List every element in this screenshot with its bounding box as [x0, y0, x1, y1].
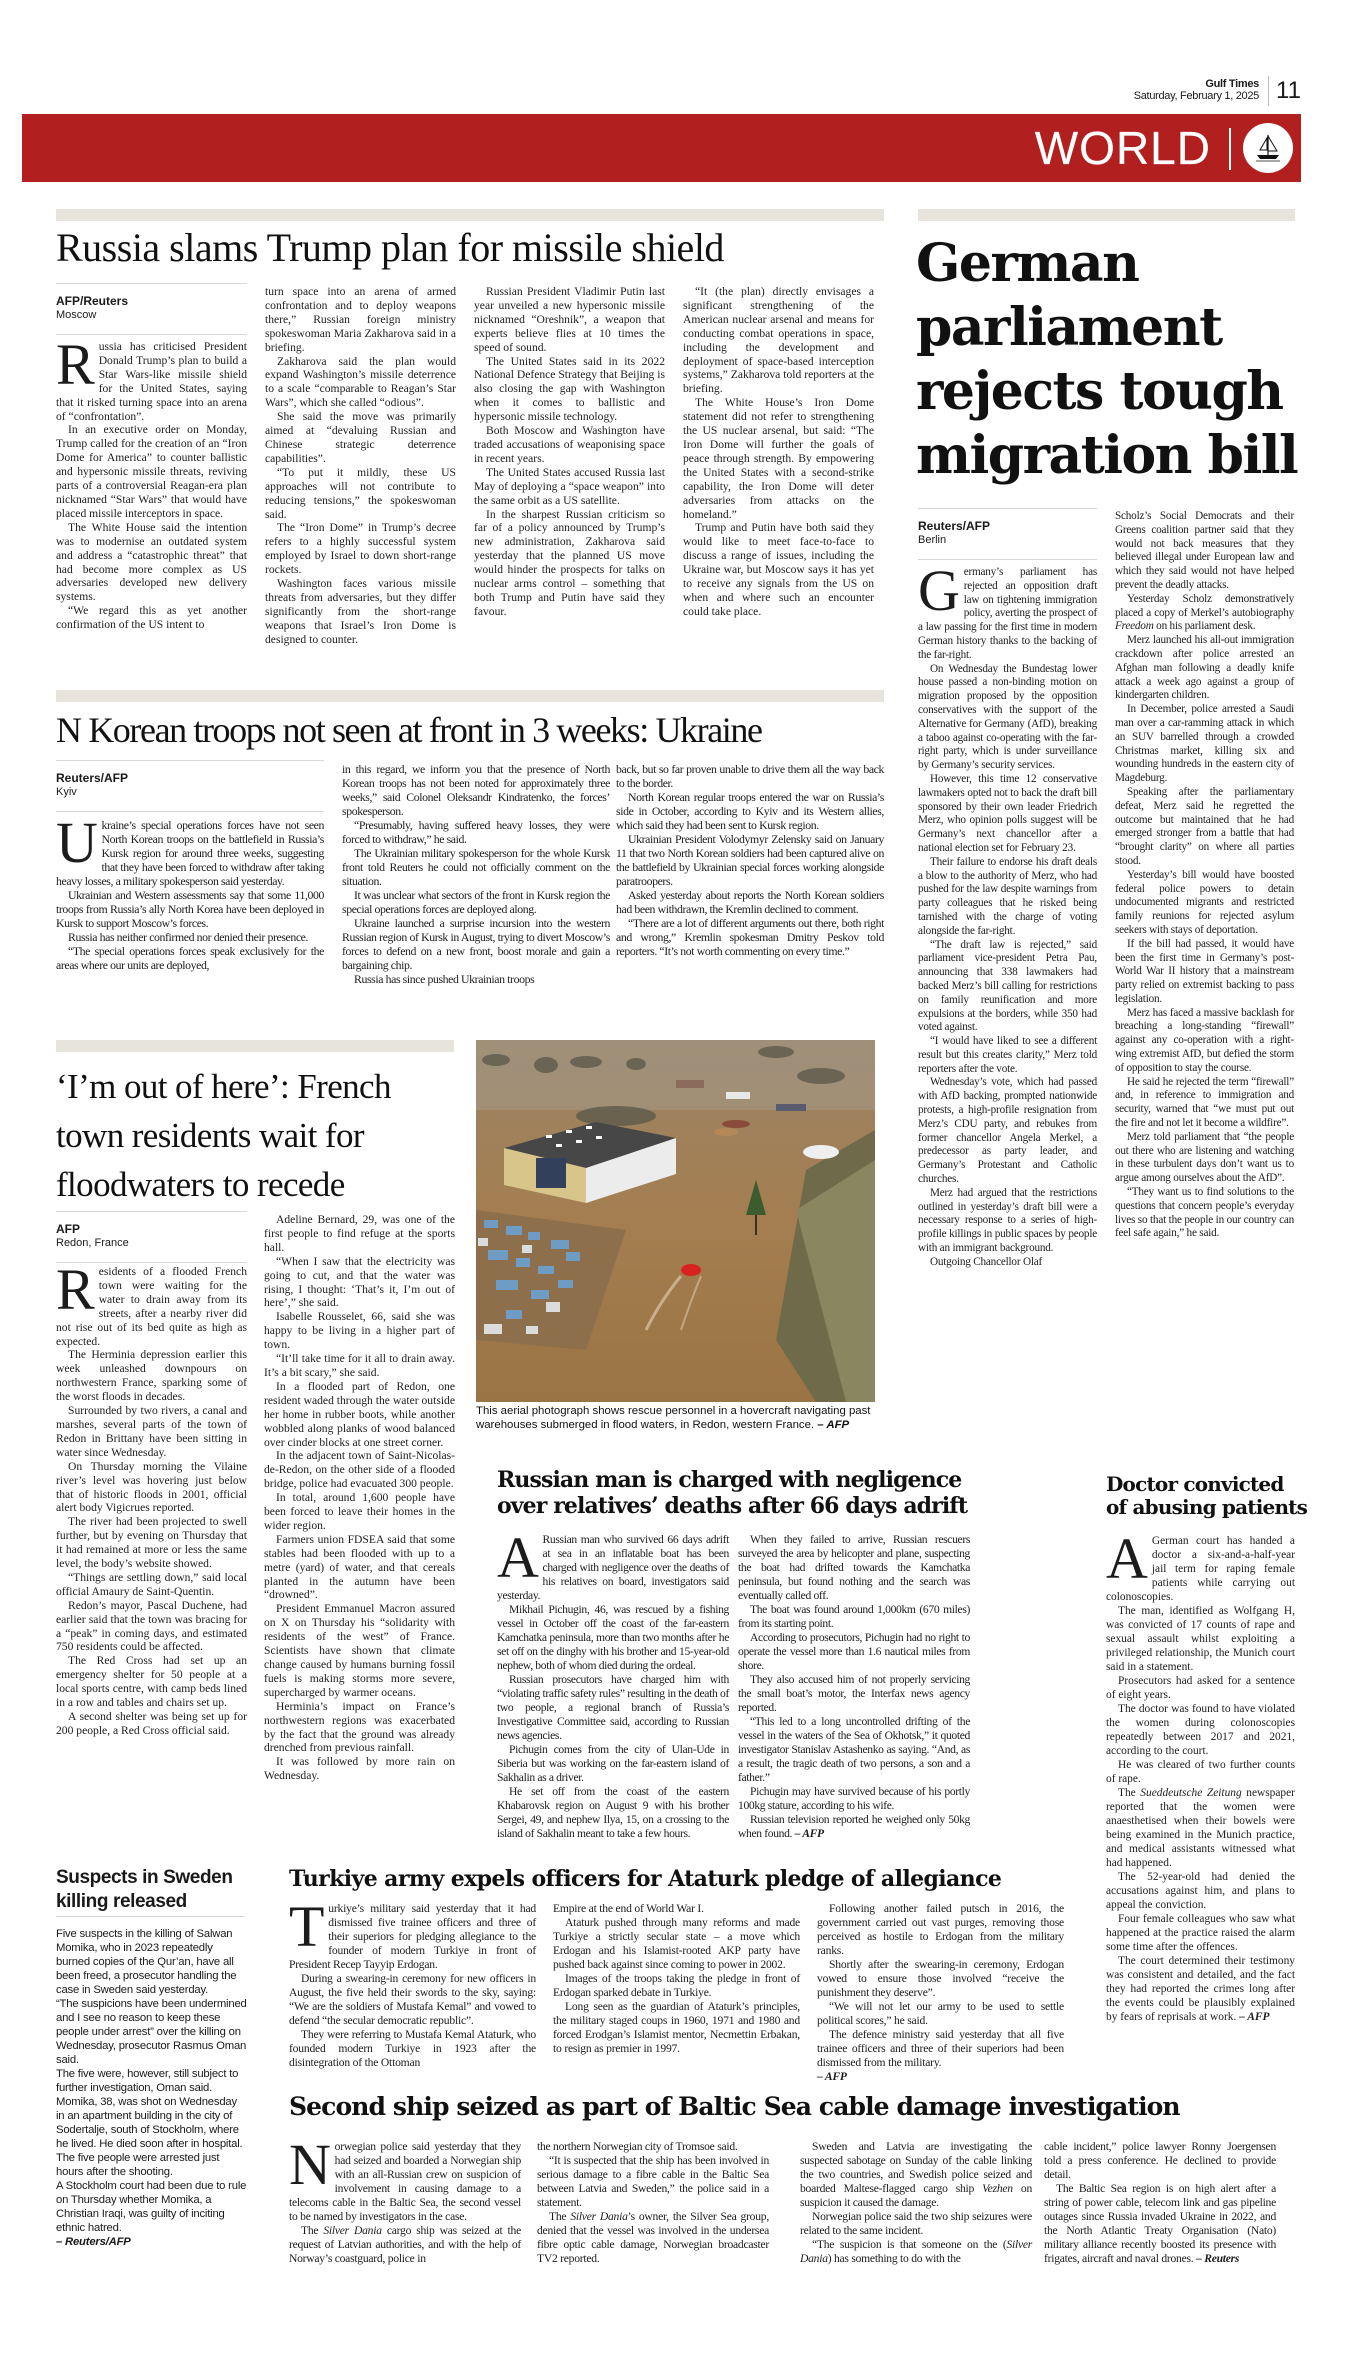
- paragraph: The Red Cross had set up an emergency shelter for 50 people at a local sports centre, with camp beds lined in a row and tables and chairs set up.: [56, 1654, 247, 1710]
- byline: [56, 1211, 247, 1263]
- paragraph: “I would have liked to see a different result but this creates clarity,” Merz told reporters after the vote.: [918, 1035, 1097, 1075]
- paragraph: “They want us to find solutions to the questions that concern people’s everyday lives so that the people in our country can feel safe again,” he said.: [1115, 1186, 1294, 1240]
- headline-line: Russian man is charged with negligence: [497, 1467, 962, 1493]
- publication-name: Gulf Times: [1205, 78, 1259, 90]
- paragraph: In an executive order on Monday, Trump called for the creation of an “Iron Dome for America” to counter ballistic and hypersonic missile threats, reviving parts of a controversial Reagan-era plan nicknamed “Star Wars” that would have placed missile interceptors in space.: [56, 423, 247, 520]
- headline-french-floods: [56, 1062, 391, 1209]
- article-column: [1044, 2140, 1276, 2266]
- paragraph: Surrounded by two rivers, a canal and marshes, several parts of the town of Redon in Brittany have been sitting in water since Wednesday.: [56, 1404, 247, 1459]
- paragraph: “Things are settling down,” said local official Amaury de Saint-Quentin.: [56, 1570, 247, 1598]
- paragraph: “Presumably, having suffered heavy losses, they were forced to withdraw,” he said.: [342, 818, 610, 846]
- paragraph: “This led to a long uncontrolled drifting of the vessel in the waters of the Sea of Okhotsk,” it quoted investigator Stanislav Astashenko as saying. “And, as a result, the tragic death of two persons, a son and a father.”: [738, 1715, 970, 1784]
- paragraph: Isabelle Rousselet, 66, said she was happy to be living in a higher part of town.: [264, 1310, 455, 1352]
- headline-turkiye-army: Turkiye army expels officers for Ataturk pledge of allegiance: [289, 1866, 1002, 1892]
- byline-agency: Reuters/AFP: [56, 771, 129, 785]
- paragraph: The United States said in its 2022 National Defence Strategy that Beijing is also closing the gap with Washington when it comes to ballistic and hypersonic missile technology.: [474, 354, 665, 424]
- paragraph: Outgoing Chancellor Olaf: [930, 1255, 1043, 1268]
- paragraph: Russian President Vladimir Putin last year unveiled a new hypersonic missile nicknamed “Oreshnik”, a weapon that experts believe flies at 10 times the speed of sound.: [474, 285, 665, 354]
- headline-line: town residents wait for: [56, 1116, 364, 1155]
- headline-russia-missile: Russia slams Trump plan for missile shield: [56, 225, 724, 270]
- byline-dateline: Moscow: [56, 309, 97, 321]
- paragraph: “We regard this as yet another confirmation of the US intent to: [56, 604, 247, 632]
- paragraph: A second shelter was being set up for 200 people, a Red Cross official said.: [56, 1710, 247, 1737]
- paragraph: He was cleared of two further counts of rape.: [1106, 1759, 1295, 1785]
- article-column: [683, 285, 874, 619]
- paragraph: North Korean regular troops entered the war on Russia’s side in October, according to Kyiv and its Western allies, which said they had been sent to Kursk region.: [616, 790, 884, 832]
- paragraph: A Stockholm court had been due to rule on Thursday whether Momika, a Christian Iraqi, was guilty of inciting ethnic hatred.: [56, 2180, 247, 2234]
- byline: [56, 283, 247, 335]
- headline-line: migration bill: [916, 425, 1298, 486]
- paragraph: Scholz’s Social Democrats and their Greens coalition partner said that they would not back measures that they believed illegal under European law and which they said would not have helped prevent the deadly attacks.: [1115, 510, 1294, 591]
- paragraph: The defence ministry said yesterday that all five trainee officers and three of their superiors had been dismissed from the military.: [817, 2028, 1064, 2069]
- paragraph: Prosecutors had asked for a sentence of eight years.: [1106, 1675, 1295, 1701]
- paragraph: esidents of a flooded French town were waiting for the water to drain away from its streets, after a nearby river did not rise out of its bed quite as high as expected.: [56, 1265, 247, 1348]
- paragraph: The doctor was found to have violated the women during colonoscopies repeatedly between 2017 and 2021, according to the court.: [1106, 1703, 1295, 1757]
- paragraph: Merz has faced a massive backlash for breaching a long-standing “firewall” against any co-operation with a right-wing extremist AfD, but defied the storm of opposition to stay the course.: [1115, 1006, 1294, 1074]
- paragraph: Images of the troops taking the pledge in front of Erdogan sparked debate in Turkiye.: [553, 1972, 800, 1999]
- article-column: [616, 762, 884, 958]
- section-divider-bar: [56, 690, 884, 702]
- paragraph: Empire at the end of World War I.: [553, 1902, 704, 1915]
- paragraph: The White House’s Iron Dome statement did not refer to strengthening the US nuclear arsenal, but said: “The Iron Dome will further the goals of peace through strength. By empowering the United States with a second-strike capability, the Iron Dome will deter adversaries from attacks on the homeland.”: [683, 396, 874, 521]
- headline-line: Doctor convicted: [1106, 1472, 1284, 1496]
- paragraph: Trump and Putin have both said they would like to meet face-to-face to discuss a range of issues, including the Ukraine war, but Moscow says it has yet to receive any signals from the US on when and where such an encounter could take place.: [683, 521, 874, 618]
- article-signoff: – AFP: [794, 1827, 824, 1840]
- paragraph: Ukrainian President Volodymyr Zelensky said on January 11 that two North Korean soldiers had been captured alive on the battlefield by Ukrainian special forces working alongside paratroopers.: [616, 832, 884, 888]
- paragraph: Momika, 38, was shot on Wednesday in an apartment building in the city of Sodertalje, south of Stockholm, where he lived. He died soon after in hospital.: [56, 2096, 243, 2150]
- paragraph: The river had been projected to swell further, but by evening on Thursday that it had remained at more or less the same level, the body’s website showed.: [56, 1515, 247, 1571]
- paragraph: When they failed to arrive, Russian rescuers surveyed the area by helicopter and plane, suspecting the boat had drifted towards the Kamchatka peninsula, but found nothing and the search was eventually called off.: [738, 1533, 970, 1602]
- paragraph: Merz had argued that the restrictions outlined in yesterday’s draft bill were a necessary response to a series of high-profile killings in public spaces by people with an immigrant background.: [918, 1186, 1097, 1255]
- paragraph: Yesterday Scholz demonstratively placed a copy of Merkel’s autobiography Freedom on his parliament desk.: [1115, 592, 1294, 633]
- paragraph: On Thursday morning the Vilaine river’s level was hovering just below that of historic floods in 2001, official alert body Vigicrues reported.: [56, 1459, 247, 1515]
- paragraph: “The special operations forces speak exclusively for the areas where our units are deployed,: [56, 944, 324, 972]
- paragraph: Zakharova said the plan would expand Washington’s missile deterrence to a scale “comparable to Reagan’s Star Wars”, which she called “odious”.: [265, 354, 456, 410]
- paragraph: Ukraine launched a surprise incursion into the western Russian region of Kursk in August, trying to divert Moscow’s forces to defend on a new front, boost morale and gain a bargaining chip.: [342, 916, 610, 972]
- sidebar-rule: [56, 1916, 245, 1917]
- paragraph: It was followed by more rain on Wednesday.: [264, 1755, 455, 1783]
- paragraph: However, this time 12 conservative lawmakers opted not to back the draft bill sponsored by their own leader Friedrich Merz, who opinion polls suggest will be Germany’s next chancellor after a national election set for February 23.: [918, 772, 1097, 854]
- paragraph: She said the move was primarily aimed at “devaluing Russian and Chinese strategic deterrence capabilities”.: [265, 410, 456, 465]
- paragraph: Ataturk pushed through many reforms and made Turkiye a strictly secular state – a move which Erdogan and his Islamist-rooted AKP party have pushed back against since coming to power in 2002.: [553, 1916, 800, 1971]
- headline-russian-adrift: [497, 1467, 967, 1519]
- paragraph: The White House said the intention was to modernise an outdated system and address a “catastrophic threat” that had become more complex as US adversaries developed new delivery systems.: [56, 520, 247, 604]
- paragraph: In a flooded part of Redon, one resident waded through the water outside her home in rubber boots, while another wobbled along planks of wood balanced over cinder blocks at one street corner.: [264, 1379, 455, 1449]
- paragraph: On Wednesday the Bundestag lower house passed a non-binding motion on migration proposed by the opposition conservatives with the support of the Alternative for Germany (AfD), breaking a taboo against co-operating with the far-right party, which is under surveillance by Germany’s security services.: [918, 662, 1097, 772]
- dropcap: R: [56, 332, 95, 397]
- paragraph: Herminia’s impact on France’s northwestern regions was exacerbated by the fact that the ground was already drenched from previous rainfall.: [264, 1699, 455, 1755]
- paragraph: The 52-year-old had denied the accusations against him, and plans to appeal the conviction.: [1106, 1871, 1295, 1911]
- article-column: [537, 2140, 769, 2266]
- paragraph: Russia has neither confirmed nor denied their presence.: [68, 930, 309, 944]
- dropcap: U: [56, 810, 98, 875]
- paragraph: Wednesday’s vote, which had passed with AfD backing, prompted nationwide protests, a high-profile resignation from Merz’s CDU party, and rebukes from former chancellor Angela Merkel, a predecessor as party leader, and Germany’s Protestant and Catholic churches.: [918, 1076, 1097, 1186]
- headline-german-migration: [916, 232, 1297, 488]
- paragraph: turn space into an arena of armed confrontation and to deploy weapons there,” Russian foreign ministry spokeswoman Maria Zakharova said in a briefing.: [265, 285, 456, 354]
- byline-agency: AFP/Reuters: [56, 294, 129, 308]
- byline-dateline: Kyiv: [56, 786, 77, 798]
- paragraph: Long seen as the guardian of Ataturk’s principles, the military staged coups in 1960, 1971 and 1980 and forced Erodgan’s Islamist mentor, Necmettin Erbakan, to resign as premier in 1997.: [553, 2000, 800, 2055]
- masthead-meta: [1134, 78, 1259, 102]
- paragraph: Redon’s mayor, Pascal Duchene, had earlier said that the town was bracing for a “peak” in coming days, and estimated 750 residents could be affected.: [56, 1598, 247, 1654]
- article-signoff: – Reuters/AFP: [56, 2236, 131, 2248]
- article-column: [738, 1533, 970, 1841]
- paragraph: They also accused him of not properly servicing the small boat’s motor, the Interfax news agency reported.: [738, 1673, 970, 1714]
- byline: [56, 760, 324, 812]
- paragraph: In total, around 1,600 people have been forced to leave their homes in the wider region.: [264, 1491, 455, 1532]
- paragraph: The Ukrainian military spokesperson for the whole Kursk front told Reuters he could not officially comment on the situation.: [342, 846, 610, 888]
- paragraph: In the sharpest Russian criticism so far of a policy announced by Trump’s new administration, Zakharova said yesterday that the planned US move would hinder the prospects for talks on nuclear arms control – something that both Trump and Putin have said they favour.: [474, 507, 665, 618]
- article-column: [474, 285, 665, 619]
- dropcap: N: [289, 2132, 331, 2197]
- article-column: [1115, 510, 1294, 1241]
- paragraph: President Emmanuel Macron assured on X on Thursday his “solidarity with residents of the west” of France. Scientists have shown that climate change caused by humans burning fossil fuels is making storms more severe, supercharged by warmer oceans.: [264, 1602, 455, 1699]
- paragraph: They were referring to Mustafa Kemal Ataturk, who founded modern Turkiye in 1923 after the disintegration of the Ottoman: [289, 2028, 536, 2069]
- article-column: [289, 1894, 536, 2070]
- paragraph: The man, identified as Wolfgang H, was convicted of 17 counts of rape and sexual assault whilst exploiting a privileged relationship, the Munich court said in a statement.: [1106, 1605, 1295, 1673]
- paragraph: He said he rejected the term “firewall” and, in reference to immigration and security, warned that “we must put out the fire and not let it become a wildfire”.: [1115, 1075, 1294, 1130]
- paragraph: Russian man who survived 66 days adrift at sea in an inflatable boat has been charged with negligence over the deaths of his relatives on board, investigators said yesterday.: [497, 1533, 729, 1602]
- dropcap: A: [1106, 1526, 1148, 1591]
- dropcap: R: [56, 1257, 95, 1322]
- article-column: [56, 810, 324, 972]
- paragraph: The Sueddeutsche Zeitung newspaper reported that the women were anaesthetised when their bowels were being examined in the Munich practice, and medical assistants witnessed what had happened.: [1106, 1787, 1295, 1869]
- section-banner: [22, 114, 1301, 182]
- article-signoff: – AFP: [817, 2070, 847, 2083]
- headline-baltic-ship: Second ship seized as part of Baltic Sea cable damage investigation: [289, 2092, 1180, 2121]
- paragraph: He set off from the coast of the eastern Khabarovsk region on August 9 with his brother Sergei, 49, and nephew Ilya, 15, on a crossing to the island of Sakhalin meant to take a few hours.: [497, 1785, 729, 1840]
- paragraph: urkiye’s military said yesterday that it had dismissed five trainee officers and three of their superiors for pledging allegiance to the founder of modern Turkiye in front of President Recep Tayyip Erdogan.: [289, 1902, 536, 1971]
- paragraph: cable incident,” police lawyer Ronny Joergensen told a press conference. He declined to provide detail.: [1044, 2140, 1276, 2181]
- byline-agency: AFP: [56, 1222, 80, 1236]
- dropcap: T: [289, 1894, 325, 1959]
- paragraph: During a swearing-in ceremony for new officers in August, the five held their swords to the sky, saying: “We are the soldiers of Mustafa Kemal” and vowed to defend “the secular democratic republic”.: [289, 1972, 536, 2027]
- article-column: [265, 285, 456, 647]
- paragraph: The Silver Dania cargo ship was seized at the request of Latvian authorities, and with the help of Norway’s coastguard, police in: [289, 2224, 521, 2265]
- paragraph: “The suspicions have been undermined and I see no reason to keep these people under arrest” over the killing on Wednesday, prosecutor Rasmus Oman said.: [56, 1998, 247, 2066]
- paragraph: ussia has criticised President Donald Trump’s plan to build a Star Wars-like missile shield for the United States, saying that it risked turning space into an arena of “confrontation”.: [56, 340, 247, 423]
- paragraph: in this regard, we inform you that the presence of North Korean troops has not been noted for approximately three weeks,” said Colonel Oleksandr Kindratenko, the forces’ spokesperson.: [342, 762, 610, 818]
- headline-sweden-killing: [56, 1866, 233, 1914]
- paragraph: Mikhail Pichugin, 46, was rescued by a fishing vessel in October off the coast of the far-eastern Kamchatka peninsula, more than two months after he set off on the dinghy with his brother and 15-year-old nephew, both of whom died during the ordeal.: [497, 1603, 729, 1672]
- section-divider-bar: [918, 209, 1295, 221]
- headline-line: rejects tough: [916, 361, 1283, 422]
- paragraph: Farmers union FDSEA said that some stables had been flooded with up to a metre (yard) of water, and that cereals planted in the autumn have been “drowned”.: [264, 1532, 455, 1602]
- paragraph: “There are a lot of different arguments out there, both right and wrong,” Kremlin spokesman Dmitry Peskov told reporters. “It’s not worth commenting on every time.”: [616, 916, 884, 958]
- headline-doctor-convicted: [1106, 1473, 1307, 1519]
- paragraph: Their failure to endorse his draft deals a blow to the authority of Merz, who had pushed for the law despite warnings from party colleagues that he risked being tarnished with the charge of voting alongside the far-right.: [918, 855, 1097, 937]
- headline-line: floodwaters to recede: [56, 1165, 345, 1204]
- paragraph: Russia has since pushed Ukrainian troops: [354, 972, 535, 986]
- paragraph: “We will not let our army to be used to settle political scores,” he said.: [817, 2000, 1064, 2027]
- paragraph: The five were, however, still subject to further investigation, Oman said.: [56, 2068, 239, 2094]
- paragraph: Adeline Bernard, 29, was one of the first people to find refuge at the sports hall.: [264, 1213, 455, 1254]
- article-column: [1106, 1526, 1295, 2024]
- byline-agency: Reuters/AFP: [918, 519, 991, 533]
- headline-line: of abusing patients: [1106, 1495, 1308, 1519]
- paragraph: The Herminia depression earlier this week unleashed downpours on northwestern France, sparking some of the worst floods in decades.: [56, 1348, 247, 1404]
- paragraph: The United States accused Russia last May of deploying a “space weapon” into the same orbit as a US satellite.: [474, 465, 665, 507]
- paragraph: Russian prosecutors have charged him with “violating traffic safety rules” resulting in the death of two people, a regional branch of Russia’s Investigative Committee said, according to Russian news agencies.: [497, 1673, 729, 1742]
- dropcap: A: [497, 1525, 539, 1590]
- banner-divider: [1229, 128, 1231, 170]
- paragraph: In the adjacent town of Saint-Nicolas-de-Redon, on the other side of a flooded bridge, police had evacuated 300 people.: [264, 1449, 455, 1491]
- headline-line: German: [916, 233, 1139, 294]
- byline-dateline: Redon, France: [56, 1237, 129, 1249]
- paragraph: The five people were arrested just hours after the shooting.: [56, 2152, 220, 2178]
- paragraph: Speaking after the parliamentary defeat, Merz said he regretted the outcome but maintained that he had emerged stronger from a battle that had “brought clarity” on where all parties stood.: [1115, 785, 1294, 867]
- paragraph: Following another failed putsch in 2016, the government carried out vast purges, removing those perceived as hostile to Erdogan from the military ranks.: [817, 1902, 1064, 1957]
- paragraph: Washington faces various missile threats from adversaries, but they differ significantly from the short-range weapons that Israel’s Iron Dome is designed to counter.: [265, 577, 456, 646]
- headline-line: killing released: [56, 1891, 187, 1912]
- section-divider-bar: [56, 209, 884, 221]
- paragraph: The Silver Dania’s owner, the Silver Sea group, denied that the vessel was involved in the undersea fibre optic cable damage, Norwegian broadcaster TV2 reported.: [537, 2210, 769, 2265]
- paragraph: “The suspicion is that someone on the (Silver Dania) has something to do with the: [800, 2238, 1032, 2265]
- paragraph: Both Moscow and Washington have traded accusations of weaponising space in recent years.: [474, 424, 665, 465]
- paragraph: “It’ll take time for it all to drain away. It’s a bit scary,” she said.: [264, 1352, 455, 1379]
- photo-credit: – AFP: [817, 1419, 850, 1431]
- paragraph: ermany’s parliament has rejected an opposition draft law on tightening immigration policy, averting the prospect of a law passing for the first time in modern German history thanks to the backing of the far-right.: [918, 566, 1097, 661]
- headline-line: over relatives’ deaths after 66 days adrift: [497, 1493, 968, 1519]
- section-divider-bar: [56, 1040, 454, 1052]
- issue-date: Saturday, February 1, 2025: [1133, 90, 1259, 102]
- byline-dateline: Berlin: [918, 534, 947, 546]
- headline-line: Suspects in Sweden: [56, 1867, 233, 1888]
- paragraph: Four female colleagues who saw what happened at the practice raised the alarm some time after the offences.: [1106, 1913, 1295, 1953]
- paragraph: Norwegian police said the two ship seizures were related to the same incident.: [800, 2210, 1032, 2237]
- article-column: [800, 2140, 1032, 2266]
- paragraph: “The draft law is rejected,” said parliament vice-president Petra Pau, announcing that 338 lawmakers had backed Merz’s bill calling for restrictions on family reunification and more expulsions at the borders, while 350 had voted against.: [918, 938, 1097, 1034]
- paragraph: The Baltic Sea region is on high alert after a string of power cable, telecom link and gas pipeline outages since Russia invaded Ukraine in 2022, and the North Atlantic Treaty Organisation (Nato) military alliance recently boosted its presence with frigates, aircraft and naval drones.: [1044, 2182, 1276, 2265]
- paragraph: The “Iron Dome” in Trump’s decree refers to a highly successful system employed by Israel to down short-range rockets.: [265, 521, 456, 577]
- flood-photo: [476, 1040, 875, 1402]
- masthead-divider: [1268, 76, 1269, 106]
- paragraph: Pichugin comes from the city of Ulan-Ude in Siberia but was working on the far-eastern island of Sakhalin as a driver.: [497, 1743, 729, 1784]
- article-column: [553, 1902, 800, 2056]
- article-column: [817, 1902, 1064, 2084]
- paragraph: back, but so far proven unable to drive them all the way back to the border.: [616, 762, 884, 790]
- book-title: Freedom: [1115, 620, 1154, 633]
- article-signoff: – Reuters: [1196, 2252, 1240, 2265]
- paragraph: According to prosecutors, Pichugin had no right to operate the vessel more than 1.6 nautical miles from shore.: [738, 1631, 970, 1672]
- paragraph: Yesterday’s bill would have boosted federal police powers to detain undocumented migrants and restricted family reunions for rejected asylum seekers with stays of deportation.: [1115, 868, 1294, 936]
- headline-line: parliament: [916, 297, 1222, 358]
- headline-nkorea-troops: N Korean troops not seen at front in 3 weeks: Ukraine: [56, 710, 762, 750]
- sidebar-body: [56, 1927, 248, 2249]
- paragraph: The court determined their testimony was consistent and detailed, and the fact they had reported the crimes long after the events could be plausibly explained by fears of reprisals at work.: [1106, 1955, 1295, 2023]
- paragraph: The boat was found around 1,000km (670 miles) from its starting point.: [738, 1603, 970, 1630]
- paragraph: If the bill had passed, it would have been the first time in Germany’s post-World War II history that a mainstream party relied on extremist backing to pass legislation.: [1115, 937, 1294, 1005]
- paragraph: In December, police arrested a Saudi man over a car-ramming attack in which an SUV barrelled through a crowded Christmas market, killing six and wounding hundreds in the eastern city of Magdeburg.: [1115, 703, 1294, 785]
- paragraph: Sweden and Latvia are investigating the suspected sabotage on Sunday of the cable linking the two countries, and Swedish police seized and boarded Maltese-flagged cargo ship Vezhen on suspicion it caused the damage.: [800, 2140, 1033, 2209]
- paragraph: kraine’s special operations forces have not seen North Korean troops on the battlefield in Russia’s Kursk region for around three weeks, suggesting that they have been forced to withdraw after taking heavy losses, a military spokesperson said yesterday.: [56, 818, 324, 888]
- headline-line: ‘I’m out of here’: French: [56, 1067, 391, 1106]
- article-column: [56, 332, 247, 632]
- paragraph: Russian television reported he weighed only 50kg when found.: [738, 1813, 970, 1840]
- paragraph: It was unclear what sectors of the front in Kursk region the special operations forces are deployed along.: [342, 888, 610, 916]
- article-signoff: – AFP: [1239, 2011, 1270, 2023]
- paragraph: “To put it mildly, these US approaches will not contribute to reducing tensions,” the spokeswoman said.: [265, 465, 456, 521]
- paragraph: “It is suspected that the ship has been involved in serious damage to a fibre cable in the Baltic Sea between Latvia and Sweden,” the police said in a statement.: [537, 2154, 769, 2209]
- paragraph: Merz told parliament that “the people out there who are listening and watching in these turbulent days don’t want us to argue among ourselves about the AfD”.: [1115, 1130, 1294, 1185]
- paragraph: Ukrainian and Western assessments say that some 11,000 troops from Russia’s ally North Korea have been deployed in Kursk to support Moscow’s forces.: [56, 888, 324, 930]
- article-column: [264, 1213, 455, 1783]
- section-title: WORLD: [1034, 122, 1211, 174]
- caption-text: This aerial photograph shows rescue personnel in a hovercraft navigating past warehouses submerged in flood waters, in Redon, western France.: [476, 1405, 871, 1431]
- paragraph: “When I saw that the electricity was going to cut, and that the water was rising, I thought: ‘That’s it, I’m out of here’,” she said.: [264, 1254, 455, 1310]
- dropcap: G: [918, 558, 960, 623]
- paragraph: “It (the plan) directly envisages a significant strengthening of the American nuclear arsenal and means for conducting combat operations in space, including the development and deployment of space-based interception systems,” Zakharova told reporters at the briefing.: [683, 285, 874, 396]
- byline: [918, 508, 1097, 560]
- paragraph: Shortly after the swearing-in ceremony, Erdogan vowed to ensure those involved “receive the punishment they deserve”.: [817, 1958, 1064, 1999]
- dhow-boat-icon: [1243, 123, 1293, 173]
- paragraph: Merz launched his all-out immigration crackdown after police arrested an Afghan man following a deadly knife attack a week ago against a group of kindergarten children.: [1115, 634, 1294, 702]
- photo-caption: [476, 1404, 875, 1432]
- paragraph: orwegian police said yesterday that they had seized and boarded a Norwegian ship with an all-Russian crew on suspicion of involvement in causing damage to a telecoms cable in the Baltic Sea, the second vessel to be named by investigators in the case.: [289, 2140, 521, 2223]
- article-column: [918, 558, 1097, 1270]
- article-column: [56, 1257, 247, 1738]
- paragraph: the northern Norwegian city of Tromsoe said.: [537, 2140, 738, 2153]
- paragraph: German court has handed a doctor a six-and-a-half-year jail term for raping female patients while carrying out colonoscopies.: [1106, 1535, 1295, 1603]
- paragraph: Pichugin may have survived because of his portly 100kg stature, according to his wife.: [738, 1785, 970, 1812]
- page-number: 11: [1276, 77, 1301, 104]
- article-column: [289, 2132, 521, 2266]
- article-column: [342, 762, 610, 986]
- article-column: [497, 1525, 729, 1841]
- paragraph: Five suspects in the killing of Salwan Momika, who in 2023 repeatedly burned copies of the Qur’an, have all been freed, a prosecutor handling the case in Sweden said yesterday.: [56, 1928, 237, 1996]
- paragraph: Asked yesterday about reports the North Korean soldiers had been withdrawn, the Kremlin declined to comment.: [616, 888, 884, 916]
